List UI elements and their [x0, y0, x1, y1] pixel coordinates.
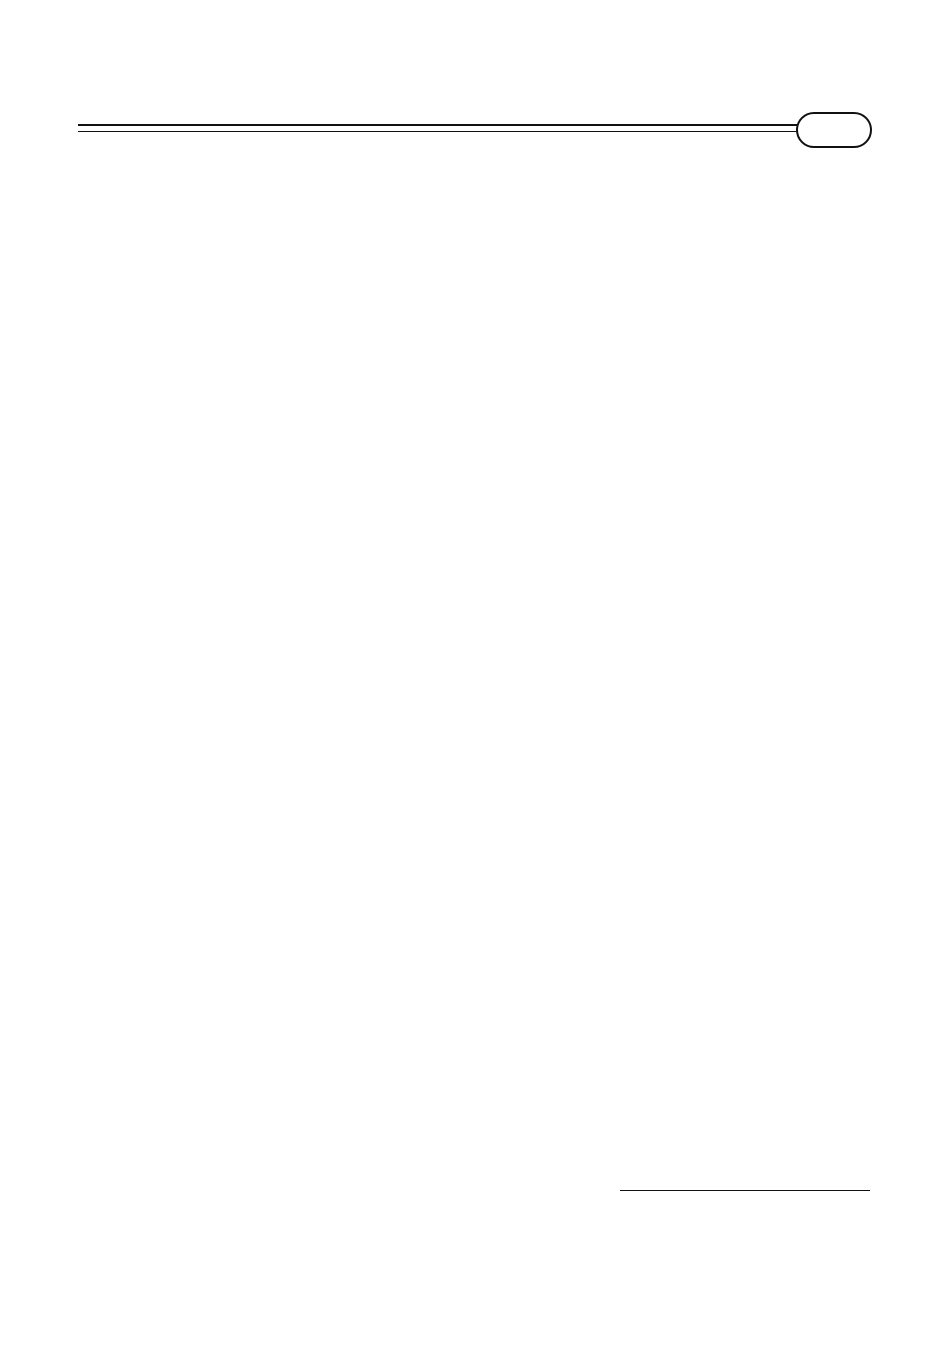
page-number [796, 112, 872, 148]
ornamental-border-left [8, 70, 56, 1330]
header-rule [78, 124, 798, 132]
ornamental-border-right [888, 70, 936, 1330]
ornamental-border-top [20, 38, 927, 82]
footnote-separator [620, 1190, 870, 1191]
ornamental-border-bottom [20, 1318, 927, 1362]
